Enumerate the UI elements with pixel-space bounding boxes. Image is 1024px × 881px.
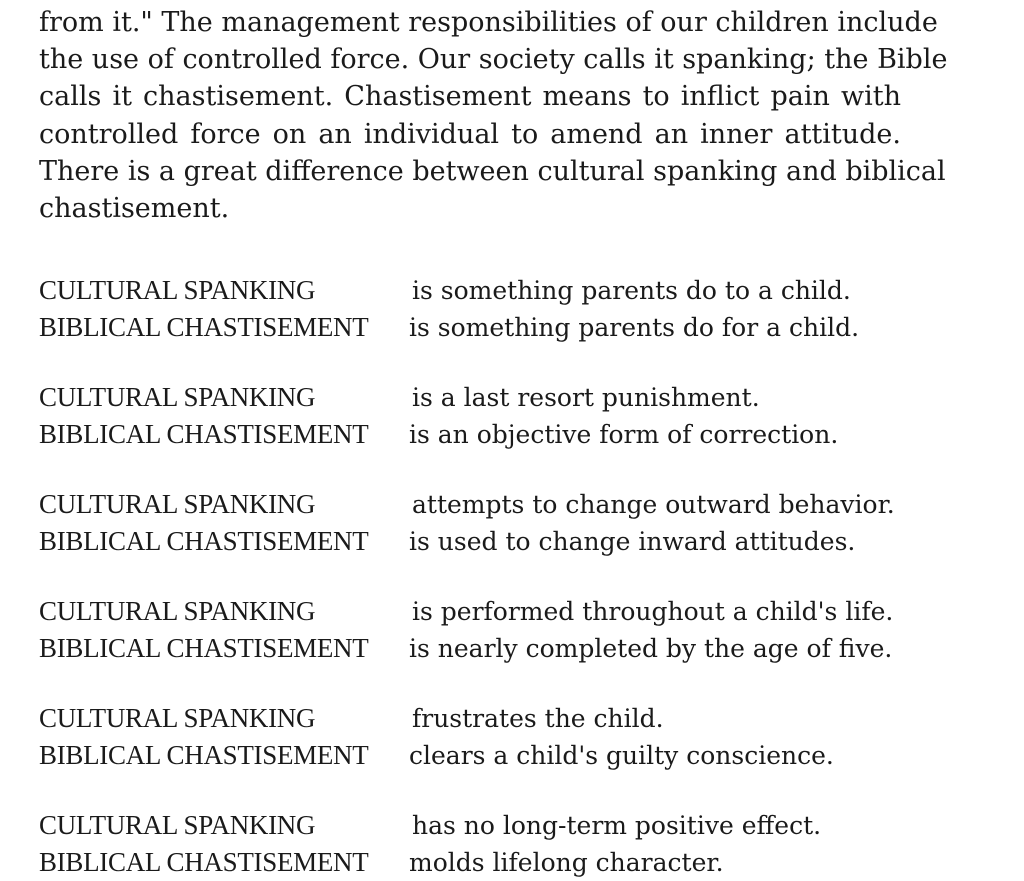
comparison-description: is nearly completed by the age of five.: [409, 634, 893, 664]
paragraph-line: the use of controlled force. Our society calls it spanking; the Bible: [39, 44, 948, 76]
comparison-description: attempts to change outward behavior.: [412, 490, 895, 520]
comparison-description: clears a child's guilty conscience.: [409, 741, 834, 771]
term-biblical-chastisement: BIBLICAL CHASTISEMENT: [39, 633, 369, 664]
paragraph-line: calls it chastisement. Chastisement means to inflict pain with: [39, 81, 901, 113]
comparison-row-cultural: [39, 593, 939, 630]
comparison-pair: [39, 379, 939, 453]
term-cultural-spanking: CULTURAL SPANKING: [39, 275, 316, 306]
comparison-row-cultural: [39, 272, 939, 309]
term-biblical-chastisement: BIBLICAL CHASTISEMENT: [39, 419, 369, 450]
comparison-row-biblical: [39, 844, 939, 881]
paragraph-line: controlled force on an individual to amend an inner attitude.: [39, 118, 901, 150]
paragraph-line: chastisement.: [39, 193, 230, 225]
comparison-row-biblical: [39, 630, 939, 667]
comparison-pair: [39, 486, 939, 560]
term-cultural-spanking: CULTURAL SPANKING: [39, 703, 316, 734]
comparison-row-biblical: [39, 309, 939, 346]
comparison-pair: [39, 807, 939, 881]
comparison-row-cultural: [39, 807, 939, 844]
term-biblical-chastisement: BIBLICAL CHASTISEMENT: [39, 526, 369, 557]
term-cultural-spanking: CULTURAL SPANKING: [39, 810, 316, 841]
comparison-description: frustrates the child.: [412, 704, 664, 734]
term-biblical-chastisement: BIBLICAL CHASTISEMENT: [39, 740, 369, 771]
document-page: [39, 4, 948, 881]
term-cultural-spanking: CULTURAL SPANKING: [39, 489, 316, 520]
comparison-description: molds lifelong character.: [409, 848, 724, 878]
comparison-description: is a last resort punishment.: [412, 383, 760, 413]
comparison-description: is something parents do to a child.: [412, 276, 851, 306]
comparison-pair: [39, 272, 939, 346]
paragraph-line: from it." The management responsibilities of our children include: [39, 7, 938, 38]
term-biblical-chastisement: BIBLICAL CHASTISEMENT: [39, 847, 369, 878]
comparison-row-biblical: [39, 416, 939, 453]
comparison-row-cultural: [39, 379, 939, 416]
comparison-pair: [39, 593, 939, 667]
intro-paragraph: [39, 4, 948, 227]
term-cultural-spanking: CULTURAL SPANKING: [39, 382, 316, 413]
comparison-description: is performed throughout a child's life.: [412, 597, 894, 627]
comparison-row-biblical: [39, 737, 939, 774]
comparison-description: is an objective form of correction.: [409, 420, 839, 450]
paragraph-line: There is a great difference between cultural spanking and biblical: [39, 155, 946, 187]
term-cultural-spanking: CULTURAL SPANKING: [39, 596, 316, 627]
comparison-row-cultural: [39, 700, 939, 737]
comparison-list: [39, 272, 939, 881]
comparison-description: is something parents do for a child.: [409, 313, 860, 343]
comparison-description: is used to change inward attitudes.: [409, 527, 856, 557]
comparison-description: has no long-term positive effect.: [412, 811, 822, 841]
term-biblical-chastisement: BIBLICAL CHASTISEMENT: [39, 312, 369, 343]
comparison-pair: [39, 700, 939, 774]
comparison-row-cultural: [39, 486, 939, 523]
comparison-row-biblical: [39, 523, 939, 560]
